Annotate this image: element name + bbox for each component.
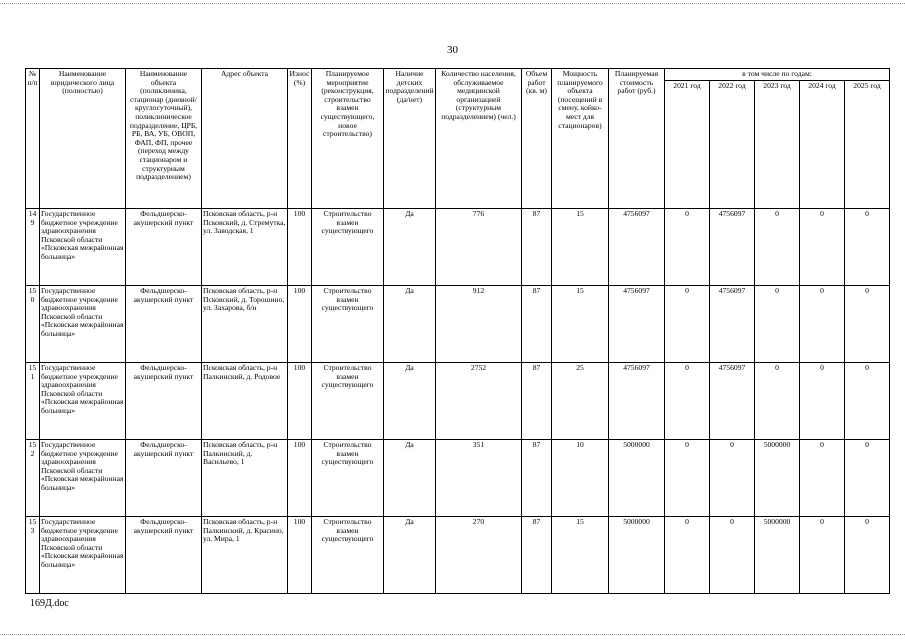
cell-address: Псковская область, р-н Палкинский, д. Родовое — [202, 363, 288, 440]
table-row — [26, 209, 890, 286]
table-row — [26, 363, 890, 440]
header-year: 2025 год — [845, 81, 890, 209]
cell-year-2022: 0 — [710, 440, 755, 517]
cell-population: 270 — [436, 517, 522, 594]
cell-capacity: 15 — [552, 517, 609, 594]
table-row — [26, 517, 890, 594]
cell-children-units: Да — [384, 440, 436, 517]
cell-work-volume: 87 — [522, 286, 552, 363]
cell-year-2024: 0 — [800, 286, 845, 363]
footer-filename: 169Д.doc — [30, 598, 69, 609]
cell-legal-name: Государственное бюджетное учреждение здравоохранения Псковской области «Псковская межрайонная больница» — [40, 440, 126, 517]
cell-planned-cost: 4756097 — [609, 209, 665, 286]
cell-year-2024: 0 — [800, 363, 845, 440]
cell-year-2022: 4756097 — [710, 286, 755, 363]
scan-edge-top — [0, 3, 905, 5]
header-legal-name: Наименование юридического лица (полностью) — [40, 69, 126, 209]
table-row — [26, 440, 890, 517]
cell-object-name: Фельдшерско-акушерский пункт — [126, 517, 202, 594]
cell-planned-cost: 4756097 — [609, 363, 665, 440]
header-year: 2022 год — [710, 81, 755, 209]
cell-work-volume: 87 — [522, 363, 552, 440]
cell-year-2021: 0 — [665, 286, 710, 363]
header-address: Адрес объекта — [202, 69, 288, 209]
cell-children-units: Да — [384, 517, 436, 594]
cell-address: Псковская область, р-н Псковский, д. Торошино, ул. Захарова, б/н — [202, 286, 288, 363]
header-row — [26, 69, 890, 81]
cell-year-2023: 5000000 — [755, 517, 800, 594]
cell-year-2022: 0 — [710, 517, 755, 594]
cell-num: 152 — [26, 440, 40, 517]
header-by-years: в том числе по годам: — [665, 69, 890, 81]
cell-num: 151 — [26, 363, 40, 440]
cell-work-volume: 87 — [522, 517, 552, 594]
cell-year-2025: 0 — [845, 286, 890, 363]
cell-legal-name: Государственное бюджетное учреждение здравоохранения Псковской области «Псковская межрайонная больница» — [40, 363, 126, 440]
cell-planned-cost: 4756097 — [609, 286, 665, 363]
cell-address: Псковская область, р-н Палкинский, д. Васильево, 1 — [202, 440, 288, 517]
cell-wear: 100 — [288, 440, 312, 517]
header-year: 2024 год — [800, 81, 845, 209]
cell-object-name: Фельдшерско-акушерский пункт — [126, 209, 202, 286]
cell-address: Псковская область, р-н Палкинский, д. Красино, ул. Мира, 1 — [202, 517, 288, 594]
cell-wear: 100 — [288, 517, 312, 594]
cell-year-2024: 0 — [800, 517, 845, 594]
cell-population: 912 — [436, 286, 522, 363]
table-row — [26, 286, 890, 363]
header-population: Количество населения, обслуживаемое медицинской организацией (структурным подразделением) (чел.) — [436, 69, 522, 209]
cell-planned-cost: 5000000 — [609, 440, 665, 517]
cell-population: 776 — [436, 209, 522, 286]
cell-capacity: 15 — [552, 209, 609, 286]
cell-legal-name: Государственное бюджетное учреждение здравоохранения Псковской области «Псковская межрайонная больница» — [40, 209, 126, 286]
header-wear: Износ (%) — [288, 69, 312, 209]
cell-wear: 100 — [288, 363, 312, 440]
cell-year-2025: 0 — [845, 440, 890, 517]
header-planned-measure: Планируемое мероприятие (реконструкция, строительство взамен существующего, новое строительство) — [312, 69, 384, 209]
cell-year-2021: 0 — [665, 517, 710, 594]
header-work-volume: Объем работ (кв. м) — [522, 69, 552, 209]
header-capacity: Мощность планируемого объекта (посещений в смену, койко-мест для стационаров) — [552, 69, 609, 209]
cell-legal-name: Государственное бюджетное учреждение здравоохранения Псковской области «Псковская межрайонная больница» — [40, 517, 126, 594]
cell-year-2025: 0 — [845, 363, 890, 440]
cell-legal-name: Государственное бюджетное учреждение здравоохранения Псковской области «Псковская межрайонная больница» — [40, 286, 126, 363]
cell-population: 2752 — [436, 363, 522, 440]
cell-children-units: Да — [384, 209, 436, 286]
scan-edge-bottom — [0, 634, 905, 636]
cell-capacity: 10 — [552, 440, 609, 517]
cell-object-name: Фельдшерско-акушерский пункт — [126, 440, 202, 517]
cell-year-2023: 0 — [755, 209, 800, 286]
header-planned-cost: Планируемая стоимость работ (руб.) — [609, 69, 665, 209]
cell-planned-measure: Строительство взамен существующего — [312, 440, 384, 517]
cell-planned-measure: Строительство взамен существующего — [312, 517, 384, 594]
cell-year-2025: 0 — [845, 209, 890, 286]
cell-year-2021: 0 — [665, 363, 710, 440]
cell-planned-cost: 5000000 — [609, 517, 665, 594]
cell-wear: 100 — [288, 286, 312, 363]
cell-num: 153 — [26, 517, 40, 594]
cell-children-units: Да — [384, 363, 436, 440]
cell-planned-measure: Строительство взамен существующего — [312, 286, 384, 363]
header-object-name: Наименование объекта (поликлиника, стационар (дневной/ круглосуточный), поликлиническое подразделение, ЦРБ, РБ, ВА, УБ, ОВОП, ФАП, ФП, прочее (переход между стационаром и структурным подразделением) — [126, 69, 202, 209]
cell-year-2023: 0 — [755, 286, 800, 363]
facilities-table — [25, 68, 890, 594]
page-number: 30 — [447, 44, 458, 56]
cell-address: Псковская область, р-н Псковский, д. Стремутка, ул. Заводская, 1 — [202, 209, 288, 286]
cell-capacity: 15 — [552, 286, 609, 363]
cell-wear: 100 — [288, 209, 312, 286]
cell-num: 150 — [26, 286, 40, 363]
cell-year-2025: 0 — [845, 517, 890, 594]
header-children-units: Наличие детских подразделений (да/нет) — [384, 69, 436, 209]
cell-object-name: Фельдшерско-акушерский пункт — [126, 286, 202, 363]
header-num: № п/п — [26, 69, 40, 209]
cell-year-2022: 4756097 — [710, 209, 755, 286]
cell-year-2024: 0 — [800, 209, 845, 286]
cell-year-2021: 0 — [665, 209, 710, 286]
cell-population: 351 — [436, 440, 522, 517]
cell-planned-measure: Строительство взамен существующего — [312, 363, 384, 440]
header-year: 2021 год — [665, 81, 710, 209]
header-year: 2023 год — [755, 81, 800, 209]
cell-planned-measure: Строительство взамен существующего — [312, 209, 384, 286]
cell-year-2023: 5000000 — [755, 440, 800, 517]
cell-year-2022: 4756097 — [710, 363, 755, 440]
cell-object-name: Фельдшерско-акушерский пункт — [126, 363, 202, 440]
cell-year-2021: 0 — [665, 440, 710, 517]
cell-work-volume: 87 — [522, 440, 552, 517]
cell-capacity: 25 — [552, 363, 609, 440]
cell-work-volume: 87 — [522, 209, 552, 286]
cell-num: 149 — [26, 209, 40, 286]
cell-year-2024: 0 — [800, 440, 845, 517]
cell-children-units: Да — [384, 286, 436, 363]
cell-year-2023: 0 — [755, 363, 800, 440]
